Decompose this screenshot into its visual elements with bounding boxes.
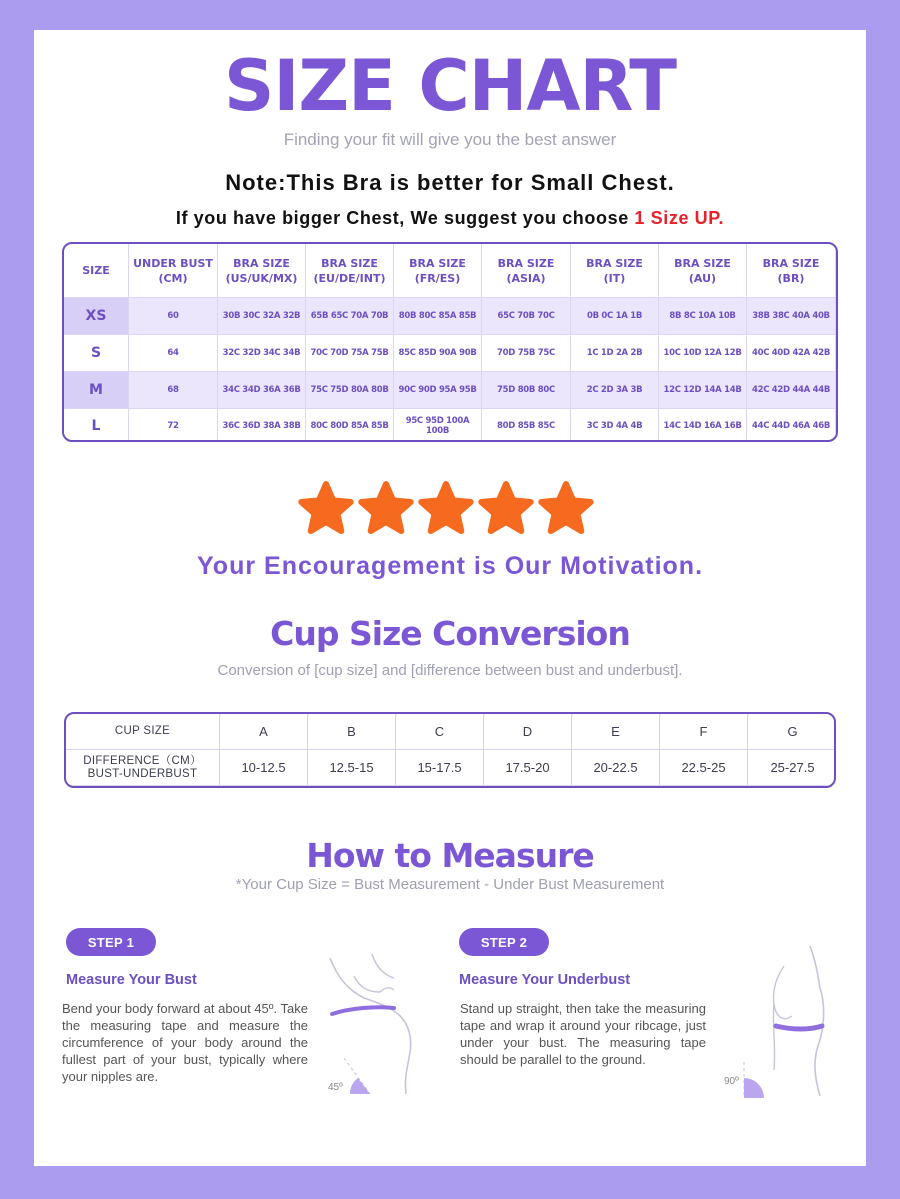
step-2-heading: Measure Your Underbust — [459, 972, 631, 988]
cup-size-label: CUP SIZE — [66, 714, 220, 750]
cup-section-subtitle: Conversion of [cup size] and [difference between bust and underbust]. — [217, 662, 683, 679]
size-table-cell: 38B 38C 40A 40B — [747, 298, 836, 335]
angle-90-label: 90º — [724, 1076, 739, 1087]
measure-section-title: How to Measure — [306, 836, 594, 875]
size-table-cell: 80C 80D 85A 85B — [306, 409, 394, 442]
size-table-cell: 70C 70D 75A 75B — [306, 335, 394, 372]
size-table-cell: 72 — [129, 409, 218, 442]
size-table-cell: 75D 80B 80C — [482, 372, 571, 409]
size-table-cell: 14C 14D 16A 16B — [659, 409, 747, 442]
size-table-cell: 32C 32D 34C 34B — [218, 335, 306, 372]
size-table-cell: 80D 85B 85C — [482, 409, 571, 442]
page-subtitle: Finding your fit will give you the best answer — [283, 130, 617, 149]
star-icon — [361, 484, 410, 531]
size-table-cell: 64 — [129, 335, 218, 372]
size-table-header: BRA SIZE (AU) — [659, 244, 747, 298]
size-table-header: BRA SIZE (US/UK/MX) — [218, 244, 306, 298]
size-table-cell: 68 — [129, 372, 218, 409]
size-table-cell: 10C 10D 12A 12B — [659, 335, 747, 372]
difference-label — [66, 750, 220, 786]
size-table-cell: 40C 40D 42A 42B — [747, 335, 836, 372]
star-icon — [541, 484, 590, 531]
bust-measure-illustration — [320, 948, 444, 1098]
difference-cell: 10-12.5 — [220, 750, 308, 786]
size-table-cell: 65B 65C 70A 70B — [306, 298, 394, 335]
size-table-cell: 70D 75B 75C — [482, 335, 571, 372]
size-table-cell: 0B 0C 1A 1B — [571, 298, 659, 335]
size-table-cell: 44C 44D 46A 46B — [747, 409, 836, 442]
cup-section-title: Cup Size Conversion — [270, 614, 630, 653]
star-icon — [481, 484, 530, 531]
difference-cell: 25-27.5 — [748, 750, 836, 786]
size-table-header: BRA SIZE (EU/DE/INT) — [306, 244, 394, 298]
size-table-header: UNDER BUST (CM) — [129, 244, 218, 298]
step-2-badge: STEP 2 — [459, 928, 549, 956]
size-table-cell: 90C 90D 95A 95B — [394, 372, 482, 409]
measure-section-subtitle: *Your Cup Size = Bust Measurement - Under Bust Measurement — [235, 876, 665, 893]
size-table-cell: 12C 12D 14A 14B — [659, 372, 747, 409]
cup-size-cell: C — [396, 714, 484, 750]
difference-cell: 20-22.5 — [572, 750, 660, 786]
difference-cell: 12.5-15 — [308, 750, 396, 786]
step-1-body: Bend your body forward at about 45º. Take the measuring tape and measure the circumference of your body around the fullest part of your bust, typically where your nipples are. — [62, 1001, 308, 1084]
size-table-cell: 2C 2D 3A 3B — [571, 372, 659, 409]
step-2-body: Stand up straight, then take the measuring tape and wrap it around your ribcage, just under your bust. The measuring tape should be parallel to the ground. — [460, 1001, 706, 1067]
angle-45-label: 45º — [328, 1082, 343, 1093]
star-icon — [301, 484, 350, 531]
difference-cell: 22.5-25 — [660, 750, 748, 786]
size-table-cell: 36C 36D 38A 38B — [218, 409, 306, 442]
size-chart-sheet — [34, 30, 866, 1166]
star-icon — [421, 484, 470, 531]
size-table-cell: 3C 3D 4A 4B — [571, 409, 659, 442]
size-table-cell: 42C 42D 44A 44B — [747, 372, 836, 409]
size-table-cell: 80B 80C 85A 85B — [394, 298, 482, 335]
difference-label-line: DIFFERENCE（CM） — [83, 754, 202, 767]
size-table-cell: 95C 95D 100A 100B — [394, 409, 482, 442]
size-table-header: BRA SIZE (IT) — [571, 244, 659, 298]
size-table-header: SIZE — [64, 244, 129, 298]
cup-size-cell: D — [484, 714, 572, 750]
difference-cell: 17.5-20 — [484, 750, 572, 786]
note-line-1: Note:This Bra is better for Small Chest. — [225, 170, 675, 195]
motto: Your Encouragement is Our Motivation. — [196, 552, 704, 580]
size-table-cell: 34C 34D 36A 36B — [218, 372, 306, 409]
difference-cell: 15-17.5 — [396, 750, 484, 786]
cup-size-cell: B — [308, 714, 396, 750]
cup-size-cell: A — [220, 714, 308, 750]
size-table-header: BRA SIZE (ASIA) — [482, 244, 571, 298]
size-table-cell: 75C 75D 80A 80B — [306, 372, 394, 409]
cup-size-cell: G — [748, 714, 836, 750]
cup-size-cell: F — [660, 714, 748, 750]
size-label: S — [64, 335, 129, 372]
size-table-header: BRA SIZE (FR/ES) — [394, 244, 482, 298]
size-table-cell: 60 — [129, 298, 218, 335]
step-1-heading: Measure Your Bust — [66, 972, 197, 988]
size-label: M — [64, 372, 129, 409]
size-table-cell: 30B 30C 32A 32B — [218, 298, 306, 335]
step-1-badge: STEP 1 — [66, 928, 156, 956]
size-label: L — [64, 409, 129, 442]
size-up-highlight: 1 Size UP. — [634, 208, 725, 228]
cup-size-cell: E — [572, 714, 660, 750]
size-table-header: BRA SIZE (BR) — [747, 244, 836, 298]
note-line-2-text: If you have bigger Chest, We suggest you choose — [175, 208, 635, 228]
page-title: SIZE CHART — [223, 45, 677, 127]
size-table — [62, 242, 838, 442]
underbust-measure-illustration — [714, 942, 838, 1098]
note-line-2 — [34, 208, 866, 229]
rating-stars — [296, 478, 596, 538]
size-table-cell: 1C 1D 2A 2B — [571, 335, 659, 372]
size-table-cell: 8B 8C 10A 10B — [659, 298, 747, 335]
cup-size-table — [64, 712, 836, 788]
size-table-cell: 85C 85D 90A 90B — [394, 335, 482, 372]
size-table-cell: 65C 70B 70C — [482, 298, 571, 335]
difference-label-line: BUST-UNDERBUST — [87, 767, 198, 780]
size-label: XS — [64, 298, 129, 335]
